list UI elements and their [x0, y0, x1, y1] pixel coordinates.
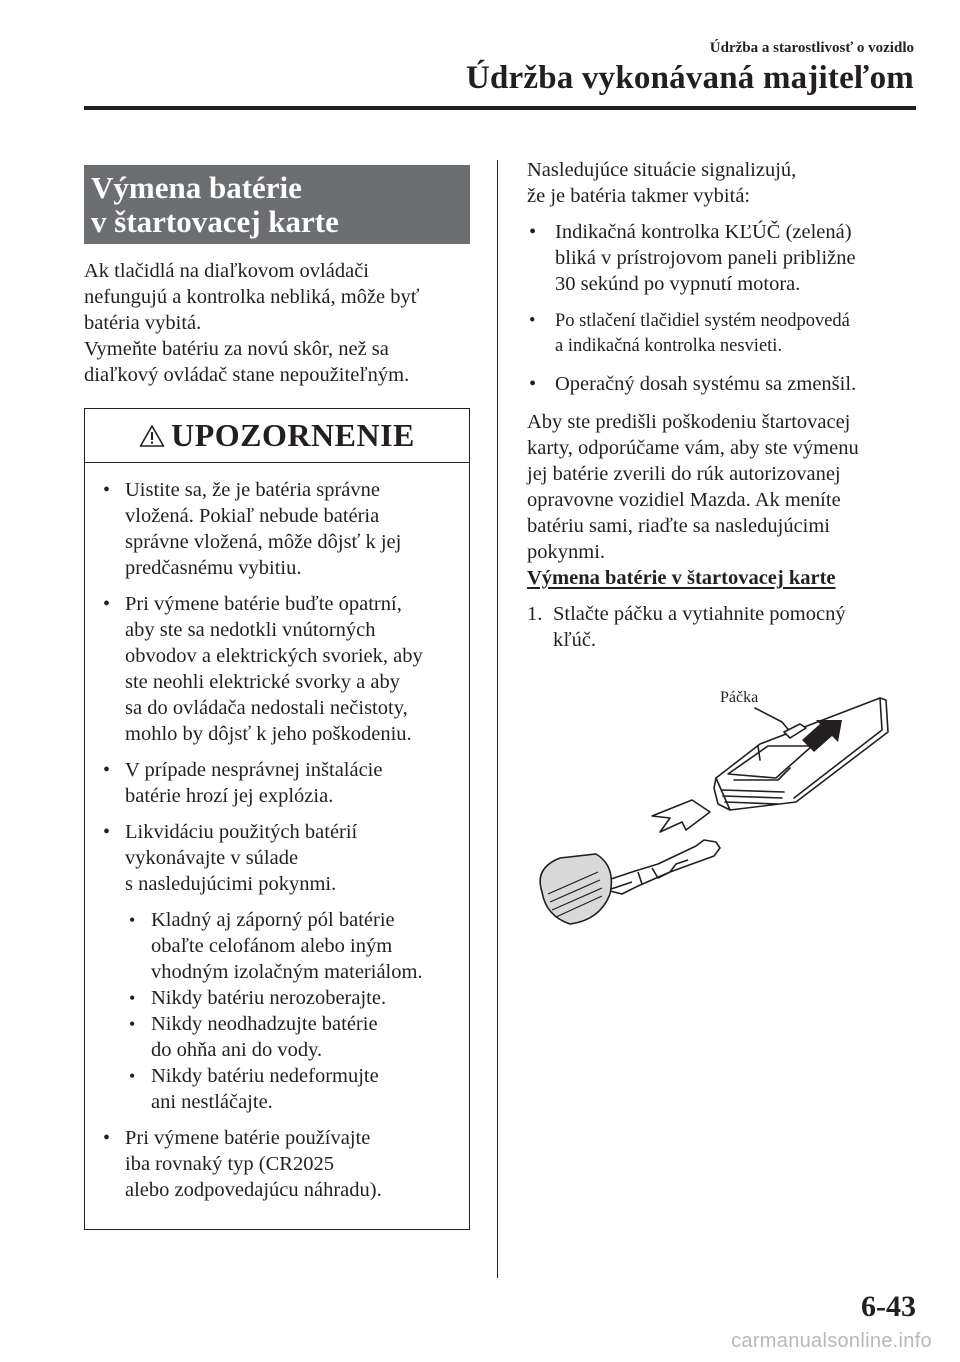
figure-label-lever: Páčka — [720, 689, 759, 706]
caution-sub-item — [127, 1011, 461, 1063]
key-card-figure — [520, 680, 920, 950]
caution-sub-line: vhodným izolačným materiálom. — [151, 961, 423, 983]
procedure-subheading: Výmena batérie v štartovacej karte — [527, 567, 836, 589]
watermark: carmanualsonline.info — [731, 1330, 932, 1352]
caution-item — [99, 591, 461, 747]
sign-line: • Indikačná kontrolka KĽÚČ (zelená) — [555, 221, 852, 243]
right-column — [527, 157, 917, 653]
advice-text — [527, 409, 917, 565]
caution-line: s nasledujúcimi pokynmi. — [125, 873, 337, 895]
step-line: kľúč. — [553, 629, 597, 651]
caution-line: mohlo by dôjsť k jeho poškodeniu. — [125, 723, 412, 745]
step-number: 1. — [527, 603, 543, 625]
advice-line: pokynmi. — [527, 541, 606, 563]
caution-item — [99, 477, 461, 581]
caution-line: predčasnému vybitiu. — [125, 557, 302, 579]
page-number: 6-43 — [861, 1290, 916, 1323]
warning-triangle-icon — [139, 424, 165, 448]
intro-line: nefungujú a kontrolka nebliká, môže byť — [84, 286, 420, 308]
caution-line: batérie hrozí jej explózia. — [125, 785, 334, 807]
caution-line: vložená. Pokiaľ nebude batéria — [125, 505, 380, 527]
caution-sub-item — [127, 1063, 461, 1115]
sign-item — [527, 309, 917, 359]
intro-line: Ak tlačidlá na diaľkovom ovládači — [84, 260, 369, 282]
step-line: Stlačte páčku a vytiahnite pomocný — [553, 603, 846, 625]
caution-heading: UPOZORNENIE — [171, 417, 415, 453]
advice-line: jej batérie zverili do rúk autorizovanej — [527, 463, 841, 485]
caution-sub-line: • Kladný aj záporný pól batérie — [151, 909, 395, 931]
caution-sub-line: obaľte celofánom alebo iným — [151, 935, 393, 957]
caution-header — [85, 409, 469, 463]
caution-sub-list — [125, 907, 461, 1115]
caution-sub-line: do ohňa ani do vody. — [151, 1039, 323, 1061]
caution-item — [99, 819, 461, 1115]
section-title-line-1: Výmena batérie — [91, 170, 302, 205]
signs-list — [527, 219, 917, 397]
caution-item — [99, 757, 461, 809]
header-title: Údržba vykonávaná majiteľom — [465, 60, 914, 96]
advice-line: karty, odporúčame vám, aby ste výmenu — [527, 437, 859, 459]
lead-line: že je batéria takmer vybitá: — [527, 185, 751, 207]
section-title — [84, 165, 470, 244]
step-1 — [527, 601, 917, 653]
caution-line: • Likvidáciu použitých batérií — [125, 821, 358, 843]
caution-item — [99, 1125, 461, 1203]
sign-item — [527, 219, 917, 297]
caution-line: • Pri výmene batérie buďte opatrní, — [125, 593, 402, 615]
section-title-line-2: v štartovacej karte — [91, 204, 339, 239]
sign-line: bliká v prístrojovom paneli približne — [555, 247, 856, 269]
sign-line: 30 sekúnd po vypnutí motora. — [555, 273, 801, 295]
caution-sub-line: • Nikdy batériu nedeformujte — [151, 1065, 379, 1087]
intro-line: diaľkový ovládač stane nepoužiteľným. — [84, 364, 410, 386]
caution-line: iba rovnaký typ (CR2025 — [125, 1153, 334, 1175]
advice-line: batériu sami, riaďte sa nasledujúcimi — [527, 515, 831, 537]
caution-line: alebo zodpovedajúcu náhradu). — [125, 1179, 382, 1201]
advice-line: Aby ste predišli poškodeniu štartovacej — [527, 411, 851, 433]
caution-sub-line: • Nikdy neodhadzujte batérie — [151, 1013, 378, 1035]
column-divider — [497, 160, 498, 1278]
intro-line: Vymeňte batériu za novú skôr, než sa — [84, 338, 389, 360]
caution-line: sa do ovládača nedostali nečistoty, — [125, 697, 408, 719]
caution-sub-line: ani nestláčajte. — [151, 1091, 273, 1113]
caution-sub-line: • Nikdy batériu nerozoberajte. — [151, 987, 387, 1009]
caution-line: ste neohli elektrické svorky a aby — [125, 671, 400, 693]
intro-line: batéria vybitá. — [84, 312, 202, 334]
left-column — [84, 165, 470, 1230]
header-rule — [84, 106, 916, 110]
header-subtitle: Údržba a starostlivosť o vozidlo — [709, 40, 914, 56]
caution-line: správne vložená, môže dôjsť k jej — [125, 531, 402, 553]
lead-line: Nasledujúce situácie signalizujú, — [527, 159, 797, 181]
caution-line: aby ste sa nedotkli vnútorných — [125, 619, 376, 641]
advice-line: opravovne vozidiel Mazda. Ak meníte — [527, 489, 841, 511]
sign-line: • Po stlačení tlačidiel systém neodpovedá — [555, 311, 850, 331]
caution-line: • Uistite sa, že je batéria správne — [125, 479, 380, 501]
caution-line: • V prípade nesprávnej inštalácie — [125, 759, 383, 781]
caution-sub-item — [127, 907, 461, 985]
caution-sub-item — [127, 985, 461, 1011]
key-card-illustration — [520, 680, 920, 950]
caution-box — [84, 408, 470, 1230]
sign-line: a indikačná kontrolka nesvieti. — [555, 336, 783, 356]
intro-text — [84, 258, 470, 388]
caution-line: obvodov a elektrických svoriek, aby — [125, 645, 423, 667]
caution-list — [85, 477, 469, 1203]
caution-line: vykonávajte v súlade — [125, 847, 299, 869]
sign-line: • Operačný dosah systému sa zmenšil. — [555, 373, 857, 395]
caution-line: • Pri výmene batérie používajte — [125, 1127, 371, 1149]
sign-item — [527, 371, 917, 397]
